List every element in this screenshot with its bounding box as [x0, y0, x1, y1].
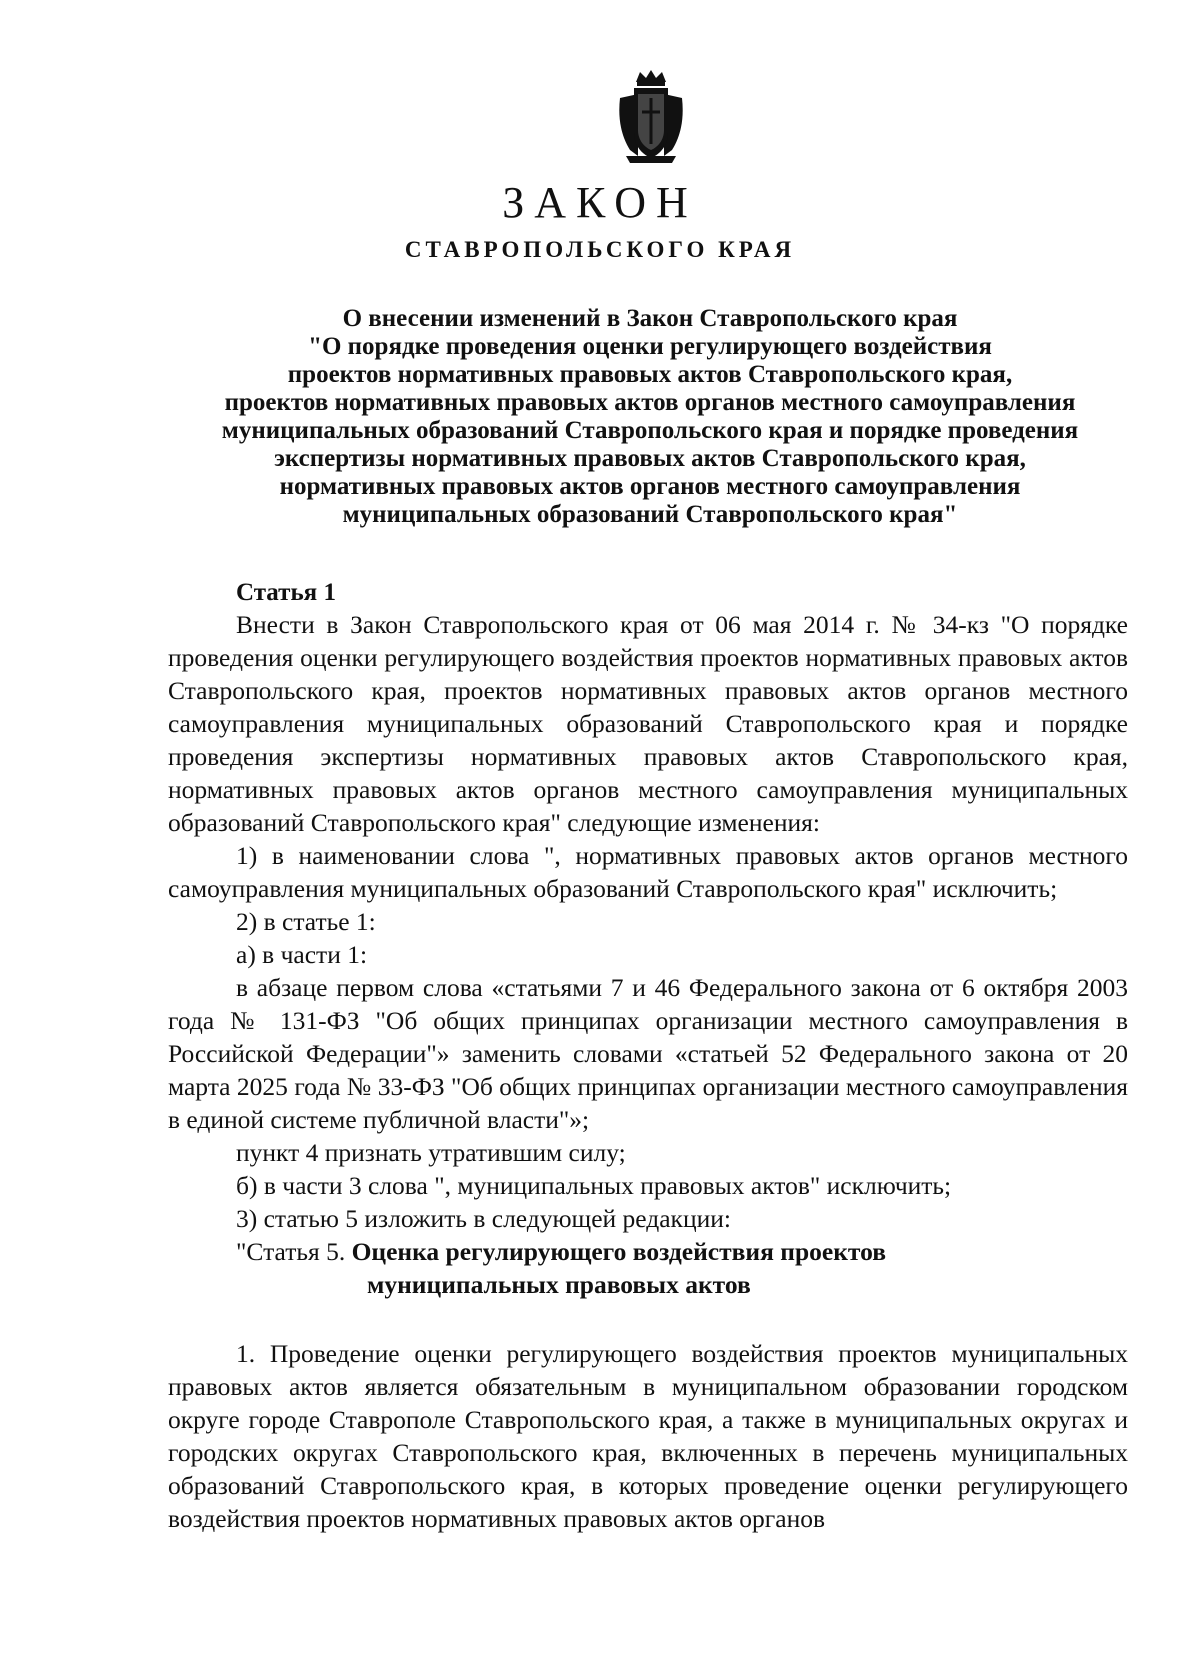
article-1-intro: Внести в Закон Ставропольского края от 06 мая 2014 г. № 34-кз "О порядке проведения оценки регулирующего воздействия проектов нормативных правовых актов Ставропольского края, проектов нормативных правовых актов органов местного самоуправления муниципальных образований Ставропольского края и порядке проведения экспертизы нормативных правовых актов Ставропольского края, нормативных правовых актов органов местного самоуправления муниципальных образований Ставропольского края" следующие изменения: — [168, 610, 1128, 837]
article-5-label: "Статья 5. — [236, 1237, 346, 1266]
spacer — [168, 1301, 1128, 1337]
document-title-line: "О порядке проведения оценки регулирующего воздействия — [308, 333, 992, 360]
document-title-line: О внесении изменений в Закон Ставропольского края — [342, 305, 958, 332]
article-5-title-line2: муниципальных правовых актов — [367, 1270, 751, 1299]
amendment-item-2a-text: в абзаце первом слова «статьями 7 и 46 Федерального закона от 6 октября 2003 года № 131-ФЗ "Об общих принципах организации местного самоуправления в Российской Федерации"» заменить словами «статьей 52 Федерального закона от 20 марта 2025 года № 33-ФЗ "Об общих принципах организации местного самоуправления в единой системе публичной власти"»; — [168, 973, 1128, 1134]
document-title-line: муниципальных образований Ставропольского края" — [342, 501, 958, 528]
law-subtitle: СТАВРОПОЛЬСКОГО КРАЯ — [404, 237, 796, 262]
document-title-line: муниципальных образований Ставропольского края и порядке проведения — [221, 417, 1079, 444]
amendment-item-2a-point4: пункт 4 признать утратившим силу; — [236, 1138, 626, 1167]
amendment-item-2: 2) в статье 1: — [236, 907, 376, 936]
law-title: ЗАКОН — [502, 178, 698, 227]
amendment-item-1: 1) в наименовании слова ", нормативных правовых актов органов местного самоуправления муниципальных образований Ставропольского края" исключить; — [168, 841, 1128, 903]
article-5-title-line1: Оценка регулирующего воздействия проектов — [351, 1237, 886, 1266]
document-title-line: нормативных правовых актов органов местного самоуправления — [279, 473, 1021, 500]
article-5-heading — [168, 1235, 1128, 1268]
document-title — [150, 305, 1150, 529]
article-5-part-1: 1. Проведение оценки регулирующего воздействия проектов муниципальных правовых актов является обязательным в муниципальном образовании городском округе городе Ставрополе Ставропольского края, а также в муниципальных округах и городских округах Ставропольского края, включенных в перечень муниципальных образований Ставропольского края, в которых проведение оценки регулирующего воздействия проектов нормативных правовых актов органов — [168, 1339, 1128, 1533]
article-1-heading: Статья 1 — [236, 579, 336, 606]
amendment-item-2b: б) в части 3 слова ", муниципальных правовых актов" исключить; — [236, 1171, 952, 1200]
amendment-item-3: 3) статью 5 изложить в следующей редакции: — [236, 1204, 731, 1233]
document-title-line: проектов нормативных правовых актов органов местного самоуправления — [224, 389, 1076, 416]
coat-of-arms-icon — [616, 68, 686, 164]
document-title-line: проектов нормативных правовых актов Ставропольского края, — [287, 361, 1013, 388]
amendment-item-2a: а) в части 1: — [236, 940, 368, 969]
document-title-line: экспертизы нормативных правовых актов Ставропольского края, — [274, 445, 1026, 472]
document-body — [168, 578, 1128, 1535]
